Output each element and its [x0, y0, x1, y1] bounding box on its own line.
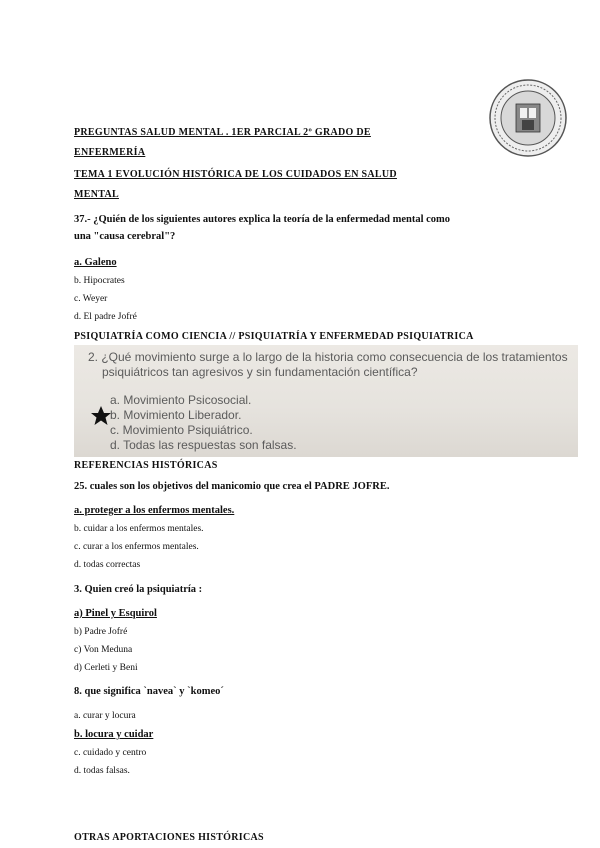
q37-option-a: a. Galeno	[74, 257, 117, 268]
q8-option-d: d. todas falsas.	[74, 766, 130, 776]
q25-option-d: d. todas correctas	[74, 560, 141, 570]
q3-option-d: d) Cerleti y Beni	[74, 663, 138, 673]
tema-heading-line2: MENTAL	[74, 189, 119, 200]
exam-photo	[74, 345, 578, 457]
q25-question: 25. cuales son los objetivos del manicomio que crea el PADRE JOFRE.	[74, 481, 390, 492]
q25-option-c: c. curar a los enfermos mentales.	[74, 542, 199, 552]
section-psiquiatria-heading: PSIQUIATRÍA COMO CIENCIA // PSIQUIATRÍA Y ENFERMEDAD PSIQUIATRICA	[74, 331, 474, 342]
section-otras-heading: OTRAS APORTACIONES HISTÓRICAS	[74, 832, 264, 843]
q37-option-d: d. El padre Jofré	[74, 312, 137, 322]
q25-option-b: b. cuidar a los enfermos mentales.	[74, 524, 204, 534]
q8-question: 8. que significa `navea` y `komeo´	[74, 686, 224, 697]
photo-question-line2: psiquiátricos tan agresivos y sin fundamentación científica?	[102, 365, 418, 379]
photo-option-d: d. Todas las respuestas son falsas.	[110, 438, 297, 452]
university-seal-icon	[488, 78, 568, 158]
photo-question-line1: 2. ¿Qué movimiento surge a lo largo de la historia como consecuencia de los tratamientos	[88, 350, 568, 364]
q37-question-line1: 37.- ¿Quién de los siguientes autores explica la teoría de la enfermedad mental como	[74, 214, 451, 225]
q3-option-c: c) Von Meduna	[74, 645, 133, 655]
tema-heading-line1: TEMA 1 EVOLUCIÓN HISTÓRICA DE LOS CUIDADOS EN SALUD	[74, 169, 397, 180]
q3-question: 3. Quien creó la psiquiatría :	[74, 584, 203, 595]
q8-option-b: b. locura y cuidar	[74, 729, 154, 740]
photo-option-a: a. Movimiento Psicosocial.	[110, 393, 252, 407]
q37-option-b: b. Hipocrates	[74, 276, 125, 286]
photo-option-b: b. Movimiento Liberador.	[110, 408, 242, 422]
section-referencias-heading: REFERENCIAS HISTÓRICAS	[74, 460, 218, 471]
q25-option-a: a. proteger a los enfermos mentales.	[74, 505, 235, 516]
q3-option-b: b) Padre Jofré	[74, 627, 128, 637]
star-icon	[90, 405, 112, 427]
document-title-line1: PREGUNTAS SALUD MENTAL . 1ER PARCIAL 2º GRADO DE	[74, 127, 371, 138]
document-title-line2: ENFERMERÍA	[74, 147, 146, 158]
q37-question-line2: una "causa cerebral"?	[74, 231, 176, 242]
photo-option-c: c. Movimiento Psiquiátrico.	[110, 423, 253, 437]
q3-option-a: a) Pinel y Esquirol	[74, 608, 157, 619]
q8-option-c: c. cuidado y centro	[74, 748, 147, 758]
q8-option-a: a. curar y locura	[74, 711, 136, 721]
q37-option-c: c. Weyer	[74, 294, 108, 304]
